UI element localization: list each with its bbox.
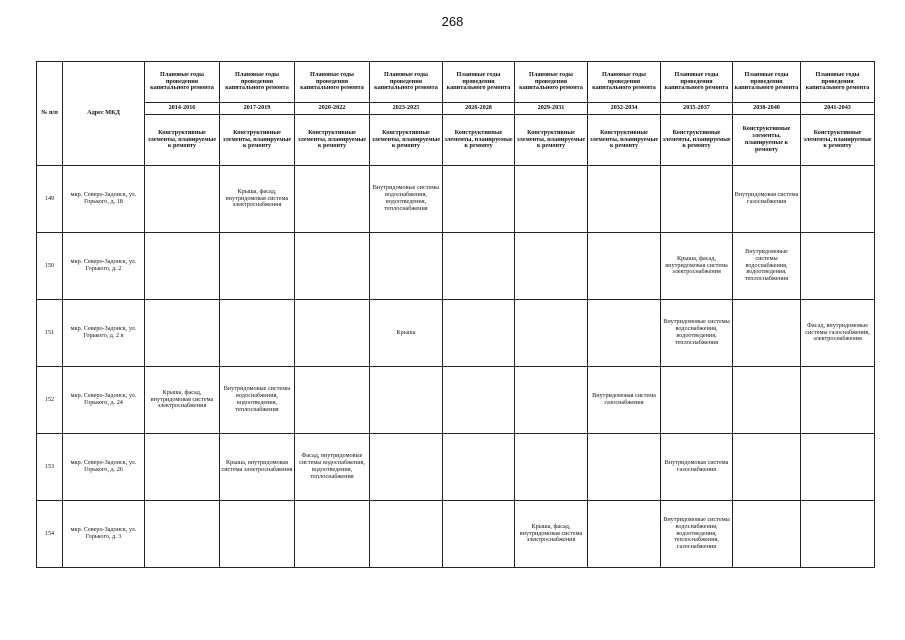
repair-cell-2032-2034 xyxy=(588,233,661,300)
row-number: 152 xyxy=(37,367,63,434)
repair-cell-2038-2040 xyxy=(733,501,801,568)
repair-cell-2029-2031 xyxy=(515,300,588,367)
row-number: 150 xyxy=(37,233,63,300)
header-elements-8: Конструктивные элементы, планируемые к ремонту xyxy=(661,115,733,166)
table-row xyxy=(37,367,875,434)
repair-cell-2023-2025 xyxy=(370,501,443,568)
header-period-9: 2038-2040 xyxy=(733,103,801,115)
repair-cell-2029-2031 xyxy=(515,434,588,501)
header-period-10: 2041-2043 xyxy=(801,103,875,115)
repair-cell-2038-2040 xyxy=(733,367,801,434)
repair-cell-2038-2040 xyxy=(733,300,801,367)
repair-cell-2014-2016 xyxy=(145,300,220,367)
repair-cell-2017-2019: Внутридомовые системы водоснабжения, водоотведения, теплоснабжения xyxy=(220,367,295,434)
header-planned-10: Плановые годы проведения капитального ремонта xyxy=(801,62,875,103)
repair-cell-2023-2025: Крыша xyxy=(370,300,443,367)
row-address: мкр. Северо-Задонск, ул. Горького, д. 26 xyxy=(63,434,145,501)
repair-cell-2026-2028 xyxy=(443,367,515,434)
header-address: Адрес МКД xyxy=(63,62,145,166)
repair-cell-2041-2043 xyxy=(801,233,875,300)
repair-cell-2032-2034 xyxy=(588,501,661,568)
repair-cell-2026-2028 xyxy=(443,300,515,367)
row-address: мкр. Северо-Задонск, ул. Горького, д. 18 xyxy=(63,166,145,233)
repair-cell-2041-2043 xyxy=(801,367,875,434)
repair-cell-2038-2040 xyxy=(733,434,801,501)
repair-cell-2014-2016: Крыша, фасад, внутридомовая система электроснабжения xyxy=(145,367,220,434)
header-period-6: 2029-2031 xyxy=(515,103,588,115)
repair-cell-2041-2043: Фасад, внутридомовые системы газоснабжения, электроснабжения xyxy=(801,300,875,367)
repair-cell-2032-2034 xyxy=(588,166,661,233)
capital-repair-table xyxy=(36,61,875,568)
repair-cell-2020-2022 xyxy=(295,233,370,300)
header-planned-6: Плановые годы проведения капитального ремонта xyxy=(515,62,588,103)
header-period-3: 2020-2022 xyxy=(295,103,370,115)
repair-cell-2032-2034 xyxy=(588,434,661,501)
header-elements-3: Конструктивные элементы, планируемые к ремонту xyxy=(295,115,370,166)
repair-cell-2023-2025 xyxy=(370,434,443,501)
repair-cell-2029-2031: Крыша, фасад, внутридомовая система электроснабжения xyxy=(515,501,588,568)
table-row xyxy=(37,300,875,367)
header-elements-4: Конструктивные элементы, планируемые к ремонту xyxy=(370,115,443,166)
repair-cell-2017-2019: Крыша, фасад, внутридомовая система электроснабжения xyxy=(220,166,295,233)
repair-cell-2017-2019 xyxy=(220,501,295,568)
repair-cell-2029-2031 xyxy=(515,166,588,233)
row-address: мкр. Северо-Задонск, ул. Горького, д. 2 в xyxy=(63,300,145,367)
repair-cell-2020-2022 xyxy=(295,300,370,367)
repair-cell-2035-2037: Крыша, фасад, внутридомовая система электроснабжения xyxy=(661,233,733,300)
repair-cell-2014-2016 xyxy=(145,233,220,300)
header-elements-1: Конструктивные элементы, планируемые к ремонту xyxy=(145,115,220,166)
repair-cell-2029-2031 xyxy=(515,233,588,300)
repair-cell-2014-2016 xyxy=(145,501,220,568)
header-period-4: 2023-2025 xyxy=(370,103,443,115)
repair-cell-2035-2037 xyxy=(661,166,733,233)
table-header xyxy=(37,62,875,166)
repair-cell-2026-2028 xyxy=(443,233,515,300)
repair-cell-2017-2019 xyxy=(220,300,295,367)
row-number: 153 xyxy=(37,434,63,501)
header-period-5: 2026-2028 xyxy=(443,103,515,115)
row-address: мкр. Северо-Задонск, ул. Горького, д. 2 xyxy=(63,233,145,300)
row-address: мкр. Северо-Задонск, ул. Горького, д. 3 xyxy=(63,501,145,568)
repair-cell-2035-2037 xyxy=(661,367,733,434)
header-planned-9: Плановые годы проведения капитального ремонта xyxy=(733,62,801,103)
header-planned-8: Плановые годы проведения капитального ремонта xyxy=(661,62,733,103)
repair-cell-2029-2031 xyxy=(515,367,588,434)
table-body xyxy=(37,166,875,568)
header-planned-1: Плановые годы проведения капитального ремонта xyxy=(145,62,220,103)
repair-cell-2014-2016 xyxy=(145,434,220,501)
header-elements-5: Конструктивные элементы, планируемые к ремонту xyxy=(443,115,515,166)
header-planned-4: Плановые годы проведения капитального ремонта xyxy=(370,62,443,103)
header-planned-2: Плановые годы проведения капитального ремонта xyxy=(220,62,295,103)
repair-cell-2032-2034: Внутридомовая система газоснабжения xyxy=(588,367,661,434)
header-planned-5: Плановые годы проведения капитального ремонта xyxy=(443,62,515,103)
repair-cell-2020-2022: Фасад, внутридомовые системы водоснабжения, водоотведения, теплоснабжения xyxy=(295,434,370,501)
repair-cell-2020-2022 xyxy=(295,501,370,568)
header-planned-7: Плановые годы проведения капитального ремонта xyxy=(588,62,661,103)
header-planned-3: Плановые годы проведения капитального ремонта xyxy=(295,62,370,103)
row-number: 151 xyxy=(37,300,63,367)
repair-cell-2017-2019 xyxy=(220,233,295,300)
header-elements-10: Конструктивные элементы, планируемые к ремонту xyxy=(801,115,875,166)
repair-cell-2041-2043 xyxy=(801,434,875,501)
repair-cell-2020-2022 xyxy=(295,367,370,434)
repair-cell-2020-2022 xyxy=(295,166,370,233)
repair-cell-2023-2025: Внутридомовые системы водоснабжения, водоотведения, теплоснабжения xyxy=(370,166,443,233)
page-number: 268 xyxy=(441,14,464,29)
header-elements-7: Конструктивные элементы, планируемые к ремонту xyxy=(588,115,661,166)
repair-cell-2026-2028 xyxy=(443,166,515,233)
repair-cell-2026-2028 xyxy=(443,434,515,501)
header-elements-2: Конструктивные элементы, планируемые к ремонту xyxy=(220,115,295,166)
header-period-2: 2017-2019 xyxy=(220,103,295,115)
repair-cell-2035-2037: Внутридомовая система газоснабжения xyxy=(661,434,733,501)
header-num: № п/п xyxy=(37,62,63,166)
header-period-8: 2035-2037 xyxy=(661,103,733,115)
repair-cell-2023-2025 xyxy=(370,233,443,300)
table-row xyxy=(37,501,875,568)
repair-cell-2014-2016 xyxy=(145,166,220,233)
header-elements-9: Конструктивные элементы, планируемые к ремонту xyxy=(733,115,801,166)
table-row xyxy=(37,166,875,233)
header-elements-6: Конструктивные элементы, планируемые к ремонту xyxy=(515,115,588,166)
row-number: 149 xyxy=(37,166,63,233)
repair-cell-2041-2043 xyxy=(801,166,875,233)
repair-cell-2017-2019: Крыша, внутридомовая система электроснабжения xyxy=(220,434,295,501)
repair-cell-2041-2043 xyxy=(801,501,875,568)
repair-cell-2035-2037: Внутридомовые системы водоснабжения, водоотведения, теплоснабжения, газоснабжения xyxy=(661,501,733,568)
table-row xyxy=(37,233,875,300)
header-period-7: 2032-2034 xyxy=(588,103,661,115)
row-address: мкр. Северо-Задонск, ул. Горького, д. 24 xyxy=(63,367,145,434)
repair-cell-2038-2040: Внутридомовая система газоснабжения xyxy=(733,166,801,233)
repair-cell-2026-2028 xyxy=(443,501,515,568)
repair-cell-2023-2025 xyxy=(370,367,443,434)
header-period-1: 2014-2016 xyxy=(145,103,220,115)
repair-cell-2035-2037: Внутридомовые системы водоснабжения, водоотведения, теплоснабжения xyxy=(661,300,733,367)
repair-cell-2032-2034 xyxy=(588,300,661,367)
row-number: 154 xyxy=(37,501,63,568)
table-row xyxy=(37,434,875,501)
repair-cell-2038-2040: Внутридомовые системы водоснабжения, водоотведения, теплоснабжения xyxy=(733,233,801,300)
